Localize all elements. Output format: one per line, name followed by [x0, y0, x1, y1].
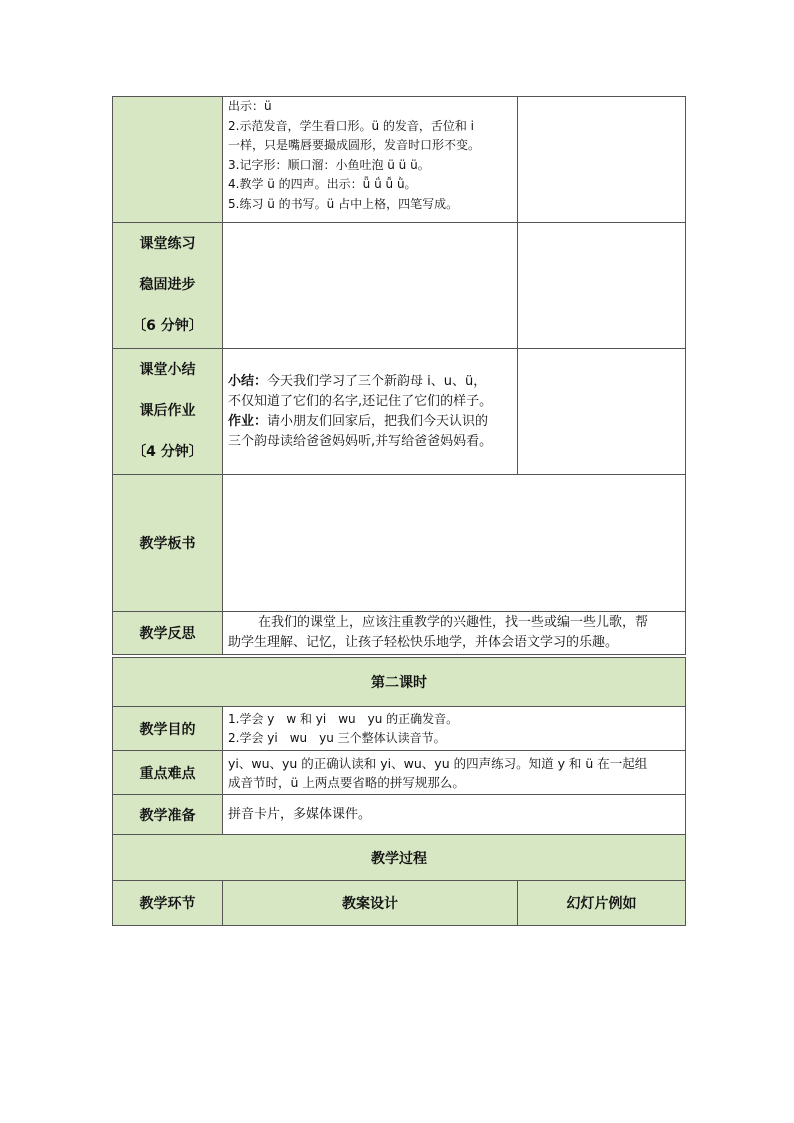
- row-column-headers: [113, 881, 686, 926]
- text-line: 一样，只是嘴唇要撮成圆形，发音时口形不变。: [228, 138, 481, 152]
- row-key-points: [113, 751, 686, 795]
- practice-content: [223, 223, 518, 349]
- slide-cell: [518, 223, 686, 349]
- reflection-label: 教学反思: [113, 612, 223, 655]
- row-reflection: [113, 612, 686, 655]
- row-summary: [113, 349, 686, 475]
- lesson-table-part2: [112, 657, 686, 926]
- summary-label: 课堂小结 课后作业 〔4 分钟〕: [113, 349, 223, 475]
- board-label: 教学板书: [113, 475, 223, 612]
- column-header-design: 教案设计: [223, 881, 518, 926]
- goals-label: 教学目的: [113, 707, 223, 751]
- lesson-table-part1: [112, 96, 686, 655]
- row-practice: [113, 223, 686, 349]
- key-points-content: yi、wu、yu 的正确认读和 yi、wu、yu 的四声练习。知道 y 和 ü 在一起组 成音节时，ü 上两点要省略的拼写规那么。: [223, 751, 686, 795]
- reflection-content: 在我们的课堂上，应该注重教学的兴趣性，找一些或编一些儿歌，帮 助学生理解、记忆，让孩子轻松快乐地学，并体会语文学习的乐趣。: [223, 612, 686, 655]
- text-line: 4.教学 ü 的四声。出示：ǖ ǘ ǚ ǜ。: [228, 177, 417, 191]
- text-line: 5.练习 ü 的书写。ü 占中上格，四笔写成。: [228, 196, 459, 211]
- row-board: [113, 475, 686, 612]
- key-points-label: 重点难点: [113, 751, 223, 795]
- teaching-step-content: [223, 97, 518, 223]
- text-line: 出示：ü: [228, 99, 272, 113]
- column-header-slides: 幻灯片例如: [518, 881, 686, 926]
- slide-cell: [518, 349, 686, 475]
- second-lesson-title: 第二课时: [113, 658, 686, 707]
- text-line: 3.记字形：顺口溜：小鱼吐泡 ü ü ü。: [228, 157, 430, 172]
- row-label-cell: [113, 97, 223, 223]
- prep-label: 教学准备: [113, 795, 223, 835]
- row-lesson-title: [113, 658, 686, 707]
- homework-heading: 作业：: [228, 413, 268, 429]
- row-process-title: [113, 835, 686, 881]
- summary-content: 小结：今天我们学习了三个新韵母 i、u、ü， 不仅知道了它们的名字,还记住了它们的样子。 作业：请小朋友们回家后，把我们今天认识的 三个韵母读给爸爸妈妈听,并写给爸爸妈妈看。: [223, 349, 518, 475]
- process-title: 教学过程: [113, 835, 686, 881]
- row-goals: [113, 707, 686, 751]
- text-line: 2.示范发音，学生看口形。ü 的发音，舌位和 i: [228, 118, 475, 133]
- row-prep: [113, 795, 686, 835]
- goals-content: 1.学会 y w 和 yi wu yu 的正确发音。 2.学会 yi wu yu 三个整体认读音节。: [223, 707, 686, 751]
- prep-content: 拼音卡片，多媒体课件。: [223, 795, 686, 835]
- row-teaching-step: [113, 97, 686, 223]
- slide-cell: [518, 97, 686, 223]
- column-header-step: 教学环节: [113, 881, 223, 926]
- summary-heading: 小结：: [228, 373, 268, 389]
- practice-label: 课堂练习 稳固进步 〔6 分钟〕: [113, 223, 223, 349]
- board-content: [223, 475, 686, 612]
